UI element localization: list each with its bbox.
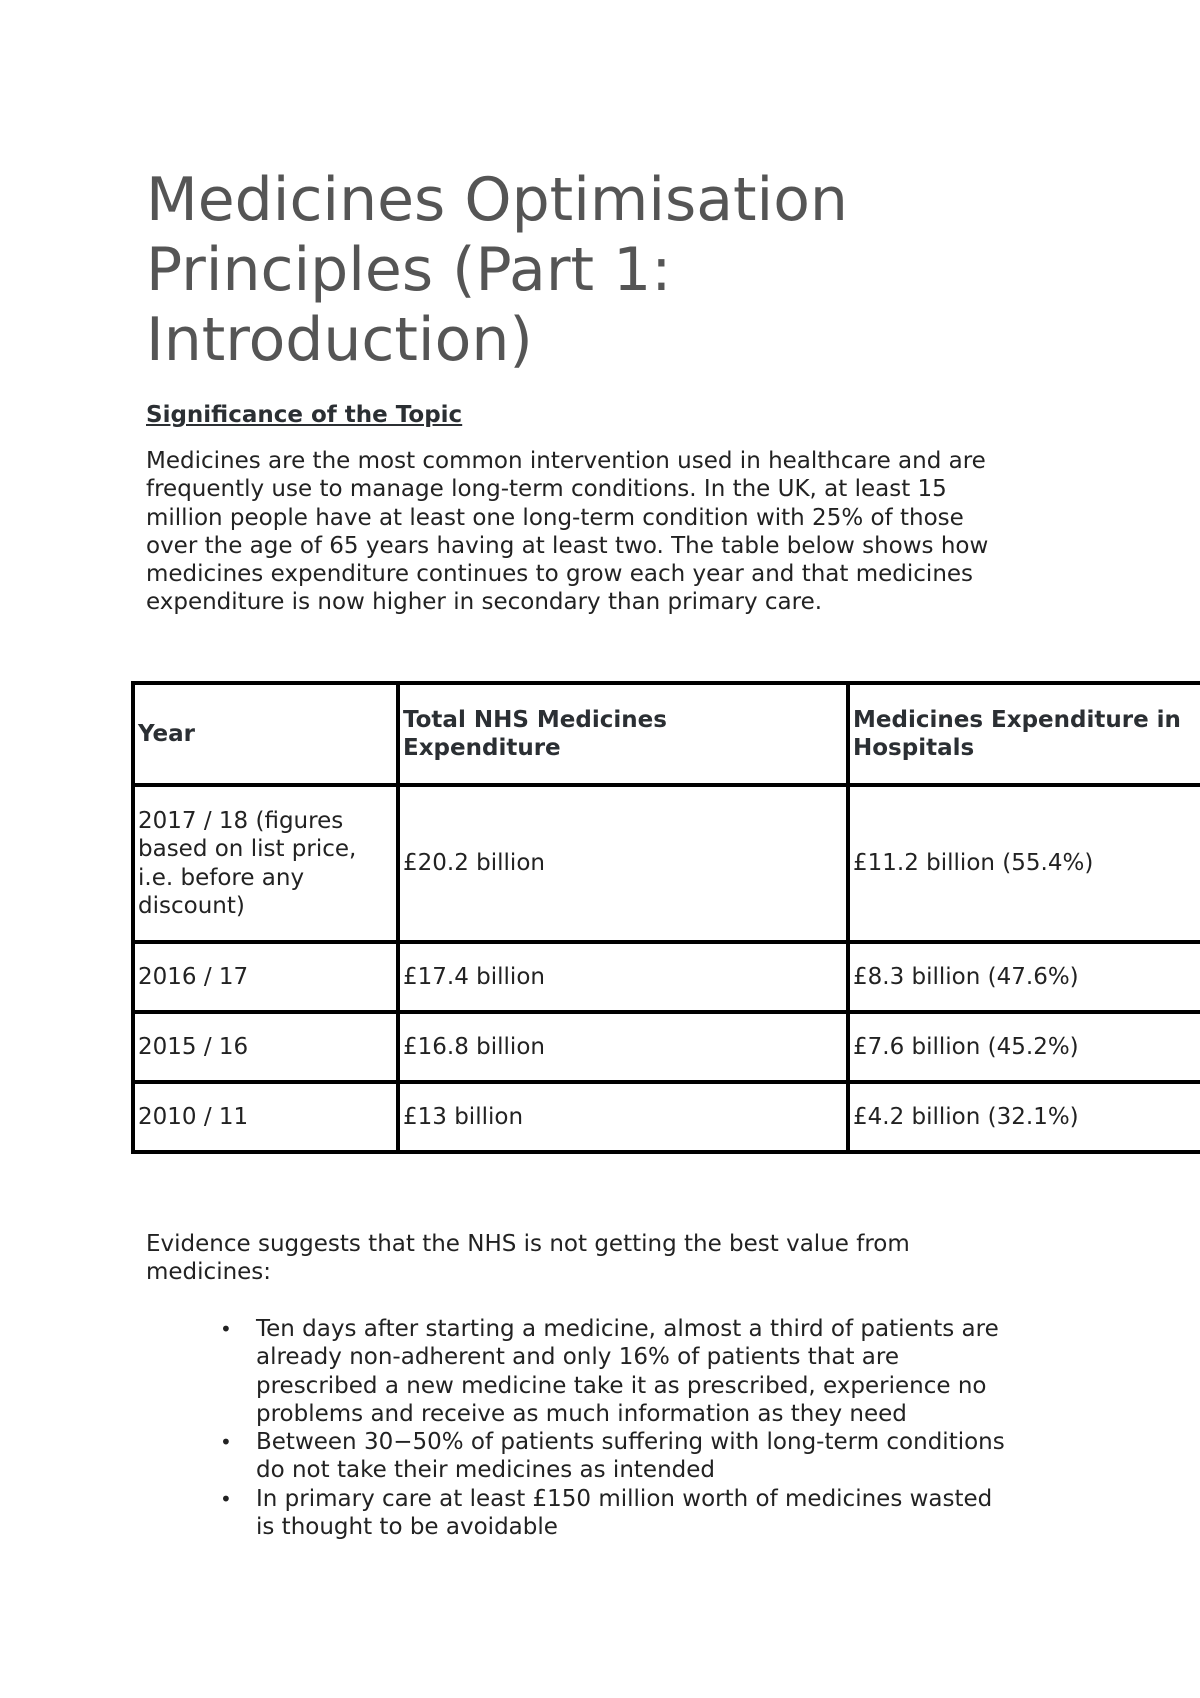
cell-year: 2016 / 17: [133, 942, 398, 1012]
table-row: [133, 1012, 1200, 1082]
intro-line: medicines expenditure continues to grow each year and that medicines: [146, 561, 974, 588]
evidence-line: Evidence suggests that the NHS is not getting the best value from: [146, 1231, 910, 1257]
cell-total: £13 billion: [398, 1082, 848, 1152]
title-line: Introduction): [146, 305, 533, 375]
cell-total: £16.8 billion: [398, 1012, 848, 1082]
cell-total: £20.2 billion: [398, 785, 848, 942]
table-row: [133, 1082, 1200, 1152]
list-item-line: In primary care at least £150 million worth of medicines wasted: [256, 1485, 993, 1512]
header-year: Year: [133, 683, 398, 785]
cell-hospital: £11.2 billion (55.4%): [848, 785, 1200, 942]
cell-line: based on list price,: [138, 836, 357, 862]
header-hospital-expenditure: [848, 683, 1200, 785]
table-header-row: [133, 683, 1200, 785]
cell-total: £17.4 billion: [398, 942, 848, 1012]
list-item-line: is thought to be avoidable: [256, 1514, 558, 1541]
list-item: [220, 1315, 1116, 1428]
intro-line: Medicines are the most common intervention used in healthcare and are: [146, 448, 986, 474]
page-title: [146, 165, 1106, 375]
list-item-line: prescribed a new medicine take it as prescribed, experience no: [256, 1372, 987, 1399]
intro-paragraph: [146, 447, 1076, 617]
bullet-icon: •: [220, 1486, 232, 1511]
cell-hospital: £8.3 billion (47.6%): [848, 942, 1200, 1012]
list-item: [220, 1428, 1116, 1485]
bullet-icon: •: [220, 1317, 232, 1341]
header-total-expenditure: [398, 683, 848, 785]
intro-line: over the age of 65 years having at least two. The table below shows how: [146, 532, 989, 559]
expenditure-table: [131, 681, 1200, 1154]
section-heading: Significance of the Topic: [146, 402, 463, 428]
evidence-paragraph: [146, 1230, 1046, 1287]
title-line: Medicines Optimisation: [146, 165, 848, 235]
list-item-line: Between 30−50% of patients suffering with long-term conditions: [256, 1429, 1005, 1456]
intro-line: frequently use to manage long-term conditions. In the UK, at least 15: [146, 476, 947, 503]
cell-hospital: £4.2 billion (32.1%): [848, 1082, 1200, 1152]
cell-year: 2010 / 11: [133, 1082, 398, 1152]
cell-line: 2017 / 18 (figures: [138, 807, 344, 834]
list-item-line: Ten days after starting a medicine, almost a third of patients are: [256, 1316, 999, 1342]
evidence-bullet-list: [220, 1315, 1116, 1541]
cell-line: discount): [138, 893, 245, 919]
header-line: Total NHS Medicines: [403, 706, 667, 733]
title-line: Principles (Part 1:: [146, 235, 672, 305]
bullet-icon: •: [220, 1430, 232, 1455]
cell-year: 2015 / 16: [133, 1012, 398, 1082]
header-line: Medicines Expenditure in: [853, 706, 1181, 733]
list-item-line: problems and receive as much information as they need: [256, 1400, 907, 1427]
table-row: [133, 785, 1200, 942]
list-item: [220, 1485, 1116, 1542]
intro-line: expenditure is now higher in secondary than primary care.: [146, 589, 823, 616]
evidence-line: medicines:: [146, 1259, 272, 1286]
table-row: [133, 942, 1200, 1012]
header-line: Hospitals: [853, 735, 975, 761]
cell-year: [133, 785, 398, 942]
cell-hospital: £7.6 billion (45.2%): [848, 1012, 1200, 1082]
intro-line: million people have at least one long-term condition with 25% of those: [146, 504, 964, 531]
cell-line: i.e. before any: [138, 864, 305, 891]
list-item-line: already non-adherent and only 16% of patients that are: [256, 1344, 899, 1371]
header-line: Expenditure: [403, 735, 561, 761]
list-item-line: do not take their medicines as intended: [256, 1457, 715, 1484]
